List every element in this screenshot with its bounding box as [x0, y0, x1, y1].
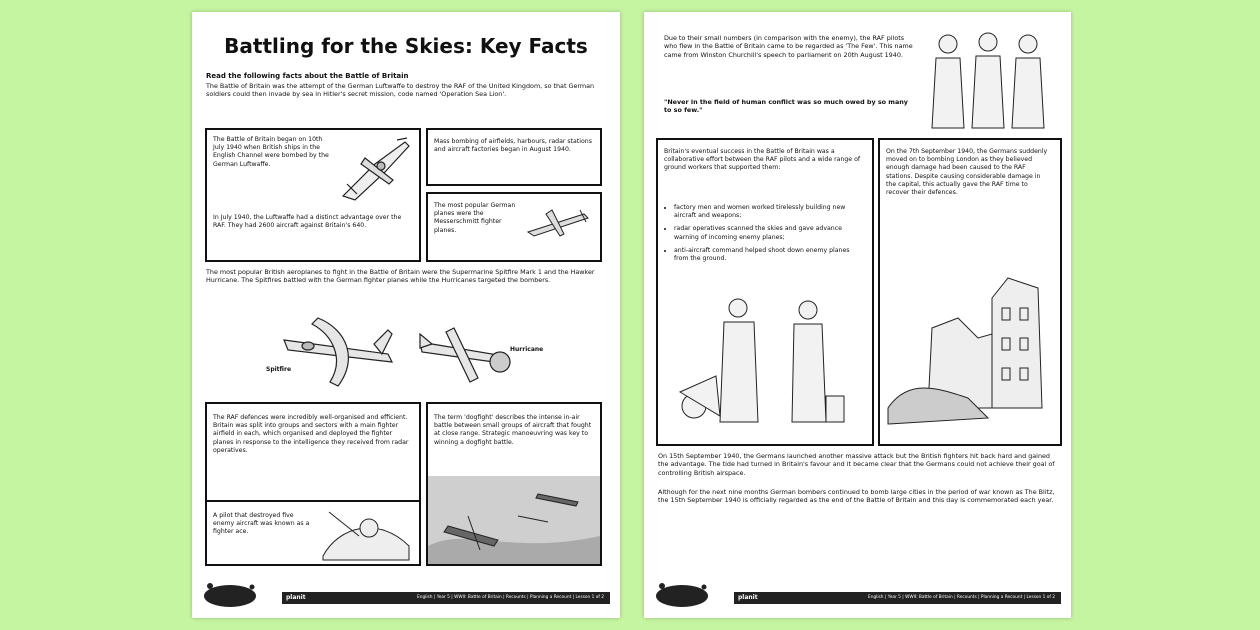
ground-workers-illustration: [676, 296, 856, 436]
fact-box-battle-began: [205, 128, 421, 262]
the-few-paragraph: Due to their small numbers (in comparison with the enemy), the RAF pilots who flew in the Battle of Britain came to be regarded as 'The Few'. This name came from Winston Churchill's speech to parliament on 20th August 1940.: [664, 34, 913, 59]
footer-bar: [734, 592, 1061, 604]
footer-text: English | Year 5 | WWII: Battle of Britain | Recounts | Planning a Recount | Lesson 1 of 2: [417, 595, 604, 600]
fact-text-german-planes: The most popular German planes were the Messerschmitt fighter planes.: [434, 202, 516, 234]
fact-text-dogfight: The term 'dogfight' describes the intense in-air battle between small groups of aircraft that fought at close range. Strategic manoeuvring was key to winning a dogfight battle.: [434, 414, 592, 446]
fact-text-raf-defences: The RAF defences were incredibly well-organised and efficient. Britain was split into groups and sectors with a main fighter airfield in each, which organised and deployed the fighter planes in response to the intelligence they received from radar operatives.: [213, 414, 409, 454]
page-footer: [202, 582, 610, 608]
fact-text-success-intro: Britain's eventual success in the Battle of Britain was a collaborative effort between the RAF pilots and a wide range of ground workers that supported them:: [664, 148, 861, 172]
fact-box-german-planes: [426, 192, 602, 262]
intro-paragraph: The Battle of Britain was the attempt of the German Luftwaffe to destroy the RAF of the United Kingdom, so that German soldiers could then invade by sea in Hitler's secret mission, code named 'Operation Sea Lion'.: [206, 82, 595, 99]
fact-box-dogfight: [426, 402, 602, 566]
fact-box-eventual-success: [656, 138, 874, 446]
page-title: Battling for the Skies: Key Facts: [224, 34, 588, 58]
sept15-paragraph: On 15th September 1940, the Germans launched another massive attack but the British fighters hit back hard and gained the advantage. The tide had turned in Britain's favour and it became clear that the Germans could not achieve their goal of controlling British airspace.: [658, 452, 1055, 477]
footer-text: English | Year 5 | WWII: Battle of Britain | Recounts | Planning a Recount | Lesson 1 of 2: [868, 595, 1055, 600]
british-planes-paragraph: The most popular British aeroplanes to fight in the Battle of Britain were the Supermarine Spitfire Mark 1 and the Hawker Hurricane. The Spitfires battled with the German fighter planes while the Hurricanes targeted the bombers.: [206, 268, 595, 285]
spitfire-illustration: [278, 310, 408, 390]
list-item: • factory men and women worked tirelessly building new aircraft and weapons;: [674, 204, 864, 220]
list-item: • anti-aircraft command helped shoot down enemy planes from the ground.: [674, 247, 864, 263]
spitfire-label: Spitfire: [266, 366, 292, 373]
footer-brand: planit: [286, 594, 306, 601]
subheading: Read the following facts about the Battle of Britain: [206, 72, 409, 80]
fact-text-battle-began: The Battle of Britain began on 10th July 1940 when British ships in the English Channel were bombed by the German Luftwaffe.: [213, 136, 329, 168]
worksheet-page-1: [192, 12, 620, 618]
hurricane-label: Hurricane: [510, 346, 544, 353]
worksheet-page-2: [644, 12, 1071, 618]
bombed-building-illustration: [888, 258, 1052, 438]
plane-illustration: [335, 134, 415, 204]
twinkl-logo: [202, 582, 272, 608]
fact-text-bombing-london: On the 7th September 1940, the Germans suddenly moved on to bombing London as they believed enough damage had been caused to the RAF stations. Despite causing considerable damage in the capital, this actually gave the RAF time to recover their defences.: [886, 148, 1048, 197]
fact-box-bombing-london: [878, 138, 1062, 446]
hurricane-illustration: [414, 322, 524, 392]
fact-text-luftwaffe-advantage: In July 1940, the Luftwaffe had a distinct advantage over the RAF. They had 2600 aircraft against Britain's 640.: [213, 214, 402, 230]
blitz-paragraph: Although for the next nine months German bombers continued to bomb large cities in the period of war known as The Blitz, the 15th September 1940 is officially regarded as the end of the Battle of Britain and this day is commemorated each year.: [658, 488, 1055, 505]
ground-workers-list: [664, 204, 864, 268]
fact-box-fighter-ace: [205, 500, 421, 566]
fact-text-fighter-ace: A pilot that destroyed five enemy aircraft was known as a fighter ace.: [213, 512, 310, 536]
page-footer: [654, 582, 1061, 608]
twinkl-logo: [654, 582, 724, 608]
footer-brand: planit: [738, 594, 758, 601]
churchill-quote: "Never in the field of human conflict was so much owed by so many to so few.": [664, 98, 908, 115]
fact-box-raf-defences: [205, 402, 421, 508]
pilots-illustration: [924, 28, 1054, 132]
list-item: • radar operatives scanned the skies and gave advance warning of incoming enemy planes;: [674, 225, 864, 241]
messerschmitt-illustration: [524, 204, 594, 244]
fact-box-mass-bombing: [426, 128, 602, 186]
pilot-illustration: [319, 506, 413, 560]
footer-bar: [282, 592, 610, 604]
fact-text-mass-bombing: Mass bombing of airfields, harbours, radar stations and aircraft factories began in August 1940.: [434, 138, 592, 154]
dogfight-illustration: [428, 476, 600, 564]
